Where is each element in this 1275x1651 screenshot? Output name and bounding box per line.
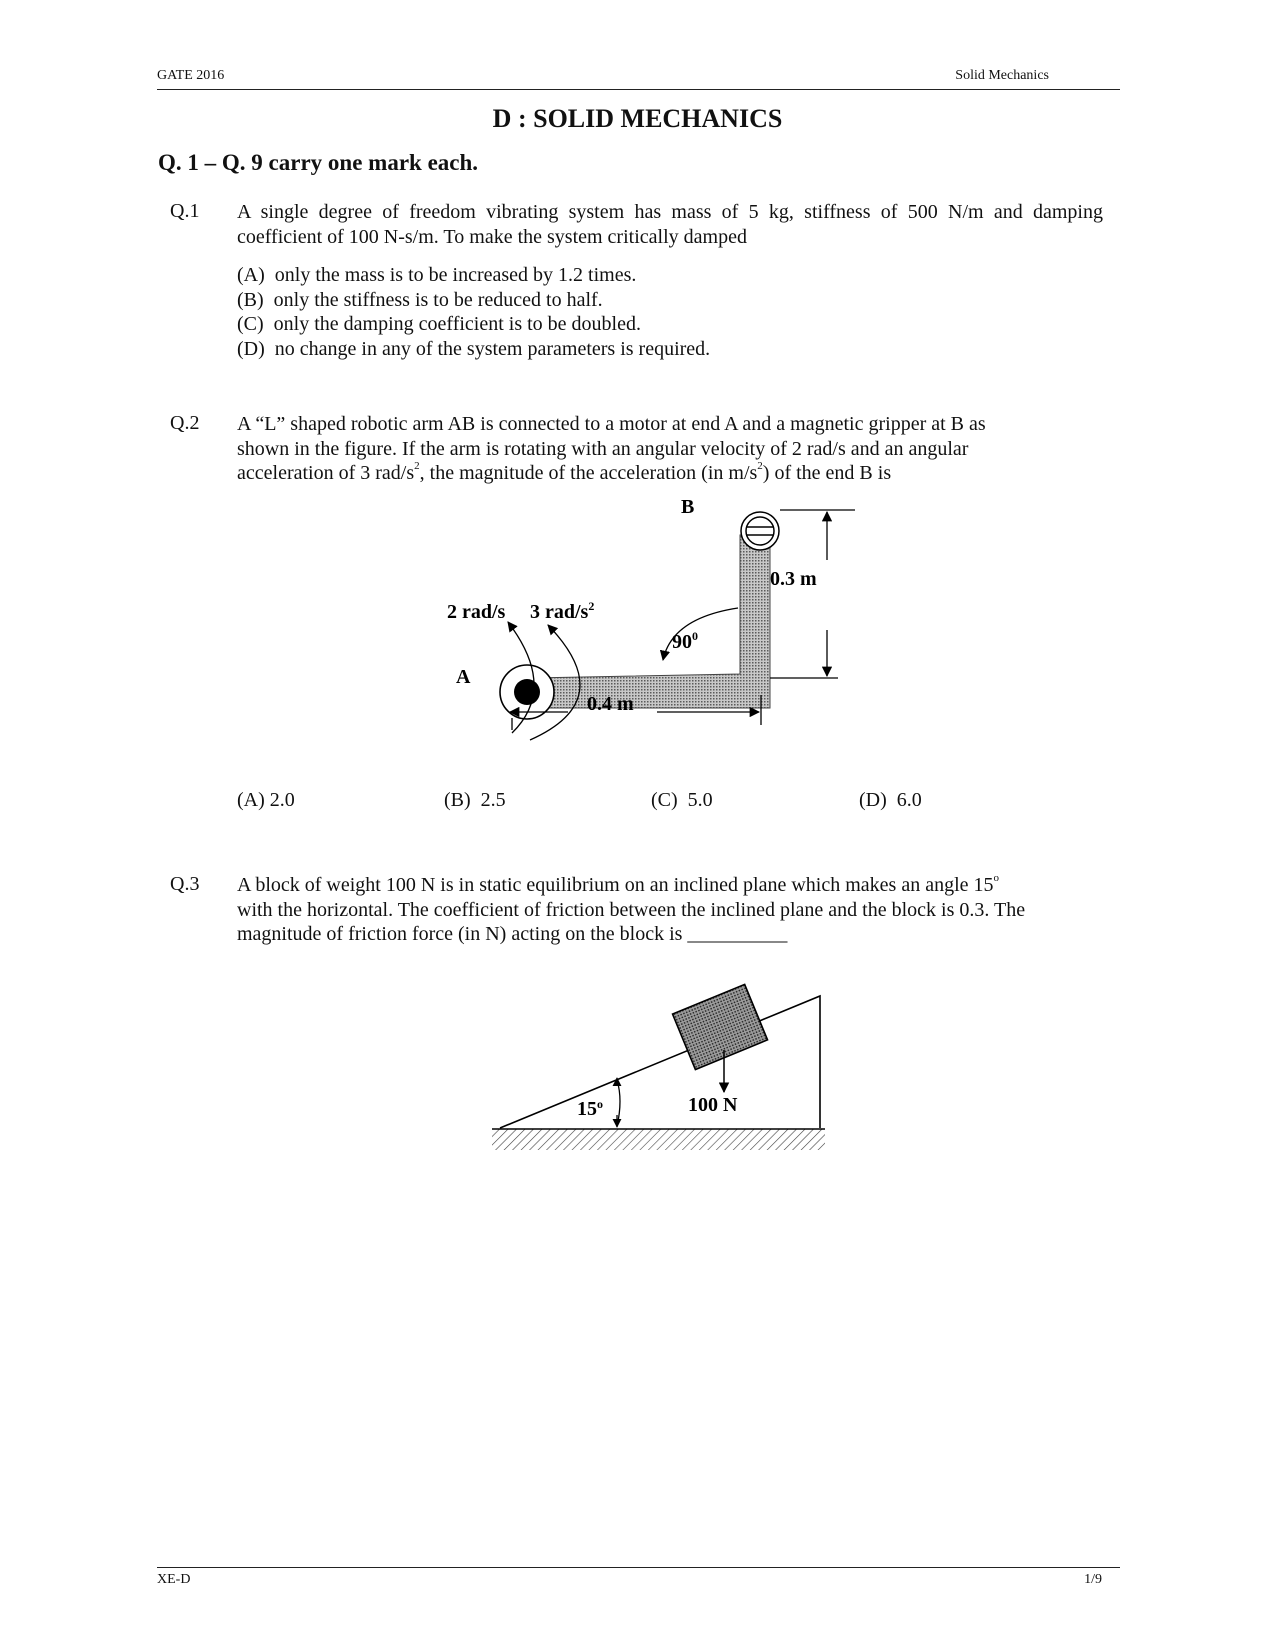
header-exam-name: GATE 2016 bbox=[157, 68, 225, 83]
label-omega: 2 rad/s bbox=[447, 601, 506, 623]
label-angle: $90^0$ bbox=[672, 629, 698, 653]
label-length: 0.4 m bbox=[587, 693, 634, 715]
footer-paper-code: XE-D bbox=[157, 1572, 191, 1587]
q2-option-b: (B) 2.5 bbox=[444, 789, 506, 811]
label-incline-angle: 15$^o$ bbox=[577, 1097, 603, 1120]
q1-option-d: (D) no change in any of the system parameters is required. bbox=[237, 337, 711, 360]
q1-options bbox=[237, 263, 710, 361]
q2-option-a: (A) 2.0 bbox=[237, 789, 295, 811]
inclined-plane-figure bbox=[480, 970, 850, 1150]
q2-number: Q.2 bbox=[170, 412, 200, 434]
q2-option-d: (D) 6.0 bbox=[859, 789, 922, 811]
incline bbox=[500, 996, 820, 1128]
q3-line-2: with the horizontal. The coefficient of friction between the inclined plane and the block is 0.3. The bbox=[237, 898, 1026, 921]
marks-heading: Q. 1 – Q. 9 carry one mark each. bbox=[158, 150, 479, 175]
q1-option-b: (B) only the stiffness is to be reduced to half. bbox=[237, 288, 603, 311]
ground bbox=[492, 1129, 825, 1150]
q1-option-c: (C) only the damping coefficient is to be doubled. bbox=[237, 313, 641, 335]
header-subject: Solid Mechanics bbox=[955, 68, 1049, 83]
q3-number: Q.3 bbox=[170, 873, 200, 895]
q2-option-c: (C) 5.0 bbox=[651, 789, 713, 811]
q3-line-3: magnitude of friction force (in N) acting on the block is __________ bbox=[237, 923, 788, 945]
q2-line-1: A “L” shaped robotic arm AB is connected to a motor at end A and a magnetic gripper at B as bbox=[237, 413, 986, 435]
label-weight: 100 N bbox=[688, 1094, 738, 1116]
label-a: A bbox=[456, 666, 471, 688]
section-title: D : SOLID MECHANICS bbox=[492, 104, 783, 133]
q1-option-a: (A) only the mass is to be increased by 1.2 times. bbox=[237, 264, 637, 286]
label-height: 0.3 m bbox=[770, 568, 817, 590]
q3-text bbox=[237, 873, 1103, 947]
q2-text bbox=[237, 412, 1103, 486]
footer-rule bbox=[157, 1567, 1120, 1568]
label-b: B bbox=[681, 500, 695, 518]
q2-line-2: shown in the figure. If the arm is rotating with an angular velocity of 2 rad/s and an angular bbox=[237, 437, 969, 460]
q3-line-1: A block of weight 100 N is in static equilibrium on an inclined plane which makes an angle 15$^o$ bbox=[237, 872, 1000, 896]
header-rule bbox=[157, 89, 1120, 90]
q1-text: A single degree of freedom vibrating system has mass of 5 kg, stiffness of 500 N/m and damping coefficient of 100 N-s/m. To make the system critically damped bbox=[237, 201, 1103, 248]
q1-number: Q.1 bbox=[170, 200, 200, 222]
block bbox=[673, 984, 768, 1069]
label-alpha: 3 rad/$s^2$ bbox=[530, 599, 595, 623]
footer-page-number: 1/9 bbox=[1084, 1572, 1102, 1587]
robotic-arm-figure bbox=[440, 500, 870, 770]
q2-line-3: acceleration of 3 rad/$s^2$, the magnitude of the acceleration (in $m/s^2$) of the end B is bbox=[237, 460, 892, 484]
